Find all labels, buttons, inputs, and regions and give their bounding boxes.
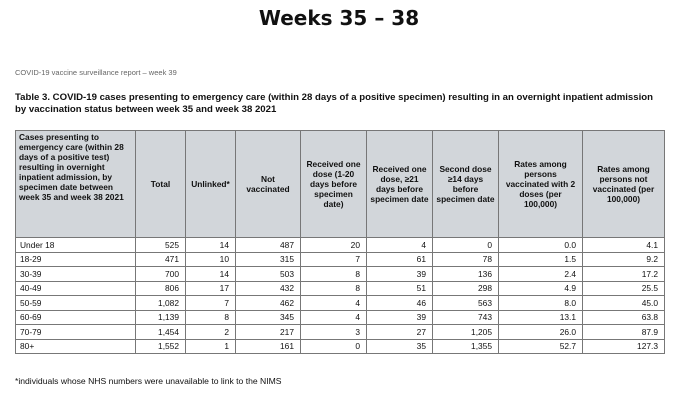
cell-second-dose: 298 [433, 281, 499, 296]
cell-second-dose: 136 [433, 267, 499, 282]
cell-one-dose-1-20: 3 [301, 325, 367, 340]
cell-one-dose-21plus: 4 [367, 238, 433, 253]
cell-second-dose: 0 [433, 238, 499, 253]
cell-second-dose: 743 [433, 310, 499, 325]
cell-age-group: 50-59 [16, 296, 136, 311]
cell-rate-not-vaccinated: 63.8 [583, 310, 665, 325]
table-caption: Table 3. COVID-19 cases presenting to emergency care (within 28 days of a positive specimen) resulting in an overnight inpatient admission by vaccination status between week 35 and week 38 2021 [15, 92, 653, 115]
cell-total: 1,082 [136, 296, 186, 311]
table-row [16, 296, 665, 311]
cell-age-group: 18-29 [16, 252, 136, 267]
cell-unlinked: 17 [186, 281, 236, 296]
cell-not-vaccinated: 487 [236, 238, 301, 253]
cell-rate-not-vaccinated: 45.0 [583, 296, 665, 311]
cell-rate-vaccinated: 0.0 [499, 238, 583, 253]
cell-unlinked: 10 [186, 252, 236, 267]
cell-one-dose-21plus: 39 [367, 310, 433, 325]
cell-total: 700 [136, 267, 186, 282]
cell-total: 525 [136, 238, 186, 253]
cell-one-dose-21plus: 27 [367, 325, 433, 340]
col-header-total: Total [136, 131, 186, 238]
cell-age-group: 70-79 [16, 325, 136, 340]
cell-total: 806 [136, 281, 186, 296]
cell-rate-vaccinated: 2.4 [499, 267, 583, 282]
cell-rate-vaccinated: 8.0 [499, 296, 583, 311]
col-header-one-dose-21plus: Received one dose, ≥21 days before specimen date [367, 131, 433, 238]
cell-rate-not-vaccinated: 9.2 [583, 252, 665, 267]
col-header-second-dose: Second dose ≥14 days before specimen date [433, 131, 499, 238]
cell-rate-vaccinated: 26.0 [499, 325, 583, 340]
table-row [16, 339, 665, 354]
col-header-unlinked: Unlinked* [186, 131, 236, 238]
table-row [16, 281, 665, 296]
header-row [16, 131, 665, 238]
cell-age-group: Under 18 [16, 238, 136, 253]
table-row [16, 252, 665, 267]
cell-one-dose-21plus: 35 [367, 339, 433, 354]
cell-not-vaccinated: 345 [236, 310, 301, 325]
col-header-rate-not-vaccinated: Rates among persons not vaccinated (per 100,000) [583, 131, 665, 238]
cell-rate-not-vaccinated: 87.9 [583, 325, 665, 340]
cell-one-dose-1-20: 4 [301, 296, 367, 311]
cell-unlinked: 8 [186, 310, 236, 325]
cell-second-dose: 563 [433, 296, 499, 311]
cell-rate-vaccinated: 13.1 [499, 310, 583, 325]
cell-unlinked: 2 [186, 325, 236, 340]
cell-rate-not-vaccinated: 25.5 [583, 281, 665, 296]
page-heading: Weeks 35 – 38 [258, 6, 420, 30]
cell-not-vaccinated: 462 [236, 296, 301, 311]
cell-second-dose: 78 [433, 252, 499, 267]
cell-one-dose-21plus: 51 [367, 281, 433, 296]
col-header-rate-vaccinated: Rates among persons vaccinated with 2 doses (per 100,000) [499, 131, 583, 238]
cell-rate-vaccinated: 1.5 [499, 252, 583, 267]
cell-unlinked: 7 [186, 296, 236, 311]
cell-one-dose-21plus: 39 [367, 267, 433, 282]
table-row [16, 267, 665, 282]
col-header-one-dose-1-20: Received one dose (1-20 days before specimen date) [301, 131, 367, 238]
cell-one-dose-1-20: 4 [301, 310, 367, 325]
cell-one-dose-1-20: 20 [301, 238, 367, 253]
cell-unlinked: 14 [186, 267, 236, 282]
cell-one-dose-1-20: 0 [301, 339, 367, 354]
cell-one-dose-21plus: 46 [367, 296, 433, 311]
cell-one-dose-1-20: 8 [301, 281, 367, 296]
cell-second-dose: 1,205 [433, 325, 499, 340]
cell-age-group: 80+ [16, 339, 136, 354]
cell-rate-vaccinated: 4.9 [499, 281, 583, 296]
cell-unlinked: 1 [186, 339, 236, 354]
table-header [16, 131, 665, 238]
table-row [16, 238, 665, 253]
cell-total: 471 [136, 252, 186, 267]
cell-rate-not-vaccinated: 127.3 [583, 339, 665, 354]
cell-rate-not-vaccinated: 4.1 [583, 238, 665, 253]
cell-rate-not-vaccinated: 17.2 [583, 267, 665, 282]
table-body [16, 238, 665, 354]
cell-unlinked: 14 [186, 238, 236, 253]
table-row [16, 325, 665, 340]
cell-one-dose-21plus: 61 [367, 252, 433, 267]
cell-second-dose: 1,355 [433, 339, 499, 354]
cell-age-group: 40-49 [16, 281, 136, 296]
admissions-table [15, 130, 665, 354]
table-row [16, 310, 665, 325]
cell-one-dose-1-20: 8 [301, 267, 367, 282]
cell-not-vaccinated: 432 [236, 281, 301, 296]
cell-total: 1,139 [136, 310, 186, 325]
cell-total: 1,454 [136, 325, 186, 340]
cell-not-vaccinated: 315 [236, 252, 301, 267]
report-subtitle: COVID-19 vaccine surveillance report – week 39 [15, 68, 177, 77]
cell-one-dose-1-20: 7 [301, 252, 367, 267]
footnote: *individuals whose NHS numbers were unavailable to link to the NIMS [15, 376, 282, 386]
cell-total: 1,552 [136, 339, 186, 354]
cell-not-vaccinated: 161 [236, 339, 301, 354]
col-header-not-vaccinated: Not vaccinated [236, 131, 301, 238]
cell-not-vaccinated: 503 [236, 267, 301, 282]
cell-age-group: 30-39 [16, 267, 136, 282]
cell-age-group: 60-69 [16, 310, 136, 325]
col-header-category: Cases presenting to emergency care (within 28 days of a positive test) resulting in overnight inpatient admission, by specimen date between week 35 and week 38 2021 [16, 131, 136, 238]
cell-rate-vaccinated: 52.7 [499, 339, 583, 354]
cell-not-vaccinated: 217 [236, 325, 301, 340]
